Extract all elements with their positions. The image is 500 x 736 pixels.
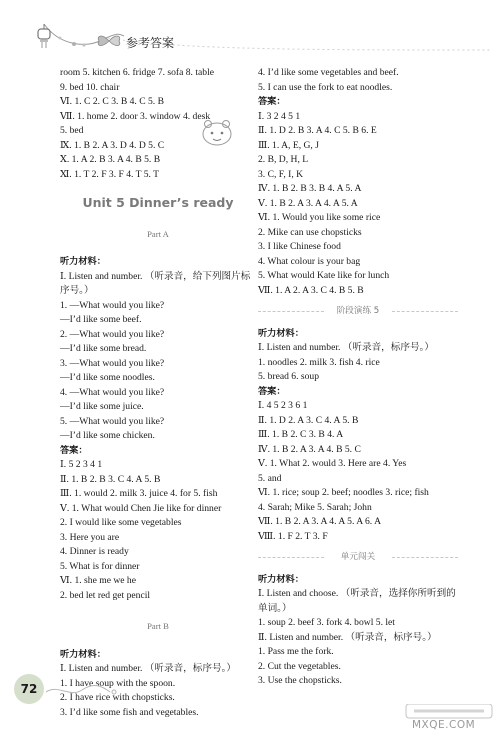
page-header xyxy=(0,0,500,52)
header-vine-decoration xyxy=(0,0,500,52)
answer-line: 5. What is for dinner xyxy=(60,560,140,572)
answer-line: 5. bed xyxy=(60,125,84,136)
answer-line: 5. What would Kate like for lunch xyxy=(258,270,390,281)
answer-line: Ⅴ. 1. What 2. would 3. Here are 4. Yes xyxy=(258,458,407,469)
answer-heading: 答案： xyxy=(60,444,88,456)
page-title: 参考答案 xyxy=(126,36,175,50)
right-column xyxy=(258,66,458,689)
answer-heading: 听力材料： xyxy=(258,573,304,585)
page-number: 72 xyxy=(14,674,44,704)
answer-line: 3. C, F, I, K xyxy=(258,168,304,180)
answer-line: 2. bed let red get pencil xyxy=(60,589,151,601)
answer-heading: 听力材料： xyxy=(60,648,106,660)
answer-heading: 答案： xyxy=(258,385,286,397)
answer-line: Ⅷ. 1. F 2. T 3. F xyxy=(258,530,328,542)
answer-line: 9. bed 10. chair xyxy=(60,81,120,93)
answer-line: Ⅱ. 1. B 2. B 3. C 4. A 5. B xyxy=(60,473,161,485)
answer-line: Ⅱ. Listen and number. （听录音，标序号。） xyxy=(258,631,437,643)
part-label: Part A xyxy=(147,228,169,239)
answer-line: Ⅶ. 1. home 2. door 3. window 4. desk xyxy=(60,110,211,122)
answer-line: Ⅳ. 1. B 2. A 3. A 4. B 5. C xyxy=(258,443,361,455)
part-label: Part B xyxy=(147,621,169,631)
answer-line: 3. I’d like some fish and vegetables. xyxy=(60,706,199,718)
answer-heading: 听力材料： xyxy=(60,256,106,267)
section-heading: 阶段演练 5 xyxy=(258,304,458,319)
answer-line: Ⅵ. 1. she me we he xyxy=(60,575,136,586)
answer-line: —I’d like some chicken. xyxy=(60,430,155,441)
answer-line: Ⅶ. 1. A 2. A 3. C 4. B 5. B xyxy=(258,284,364,296)
lantern-icon xyxy=(33,24,55,50)
answer-line: Ⅲ. 1. B 2. C 3. B 4. A xyxy=(258,429,344,440)
answer-line: Ⅳ. 1. B 2. B 3. B 4. A 5. A xyxy=(258,183,362,194)
watermark-text: MXQE.COM xyxy=(412,719,476,731)
answer-line: —I’d like some beef. xyxy=(60,314,142,325)
answer-line: 5. bread 6. soup xyxy=(258,371,320,382)
answer-line: Ⅰ. Listen and number. （听录音，给下列图片标 xyxy=(60,270,251,282)
answer-line: 1. Pass me the fork. xyxy=(258,646,334,657)
answer-line: 3. Use the chopsticks. xyxy=(258,675,342,686)
answer-line: 2. B, D, H, L xyxy=(258,154,309,165)
answer-line: 1. noodles 2. milk 3. fish 4. rice xyxy=(258,356,380,368)
answer-line: —I’d like some noodles. xyxy=(60,372,155,383)
answer-line: 5. and xyxy=(258,472,282,484)
answer-line: 3. —What would you like? xyxy=(60,357,165,369)
answer-line: Ⅱ. 1. D 2. A 3. C 4. A 5. B xyxy=(258,414,359,426)
answer-line: Ⅵ. 1. C 2. C 3. B 4. C 5. B xyxy=(60,96,165,107)
answer-line: Ⅴ. 1. B 2. A 3. A 4. A 5. A xyxy=(258,197,358,209)
answer-line: Ⅹ. 1. A 2. B 3. A 4. B 5. B xyxy=(60,154,161,165)
answer-line: Ⅵ. 1. Would you like some rice xyxy=(258,212,381,223)
answer-line: 2. I would like some vegetables xyxy=(60,517,182,528)
section-heading: 单元闯关 xyxy=(258,550,458,565)
answer-line: —I’d like some juice. xyxy=(60,401,144,412)
answer-line: 2. Mike can use chopsticks xyxy=(258,226,362,238)
answer-heading: 答案： xyxy=(258,96,286,107)
answer-heading: 听力材料： xyxy=(258,327,304,339)
answer-line: 5. —What would you like? xyxy=(60,415,165,427)
answer-line: 4. Sarah; Mike 5. Sarah; John xyxy=(258,501,372,513)
answer-line: 3. Here you are xyxy=(60,531,120,543)
answer-line: 4. Dinner is ready xyxy=(60,546,129,557)
answer-line: 1. I have soup with the spoon. xyxy=(60,677,176,689)
answer-line: Ⅶ. 1. B 2. A 3. A 4. A 5. A 6. A xyxy=(258,516,382,527)
footer-vine-decoration xyxy=(46,682,126,700)
answer-line: Ⅰ. 5 2 3 4 1 xyxy=(60,459,103,470)
answer-line: Ⅺ. 1. T 2. F 3. F 4. T 5. T xyxy=(60,168,160,180)
answer-line: Ⅰ. Listen and choose. （听录音，选择你所听到的 xyxy=(258,588,456,599)
bear-sticker-icon xyxy=(198,118,236,148)
answer-line: Ⅱ. 1. D 2. B 3. A 4. C 5. B 6. E xyxy=(258,125,377,136)
answer-line: Ⅴ. 1. What would Chen Jie like for dinner xyxy=(60,502,222,514)
answer-line: Ⅸ. 1. B 2. A 3. D 4. D 5. C xyxy=(60,139,165,151)
answer-line: Ⅰ. 3 2 4 5 1 xyxy=(258,110,301,122)
answer-line: 1. —What would you like? xyxy=(60,299,165,311)
answer-line: 2. —What would you like? xyxy=(60,328,165,340)
answer-line: room 5. kitchen 6. fridge 7. sofa 8. table xyxy=(60,67,214,78)
answer-line: 单词。） xyxy=(258,602,292,614)
answer-line: 序号。） xyxy=(60,285,94,296)
left-column xyxy=(60,66,256,720)
answer-line: Ⅵ. 1. rice; soup 2. beef; noodles 3. rice; fish xyxy=(258,487,429,498)
answer-line: 4. What colour is your bag xyxy=(258,255,361,267)
answer-line: 4. I’d like some vegetables and beef. xyxy=(258,67,399,78)
answer-line: 3. I like Chinese food xyxy=(258,241,341,252)
butterfly-icon xyxy=(96,33,122,49)
answer-line: —I’d like some bread. xyxy=(60,343,147,354)
answer-line: 2. I have rice with chopsticks. xyxy=(60,692,175,703)
answer-line: 4. —What would you like? xyxy=(60,386,165,398)
unit-title: Unit 5 Dinner’s ready xyxy=(82,195,234,210)
answer-line: Ⅲ. 1. A, E, G, J xyxy=(258,139,319,151)
answer-line: Ⅰ. 4 5 2 3 6 1 xyxy=(258,400,308,411)
answer-line: Ⅲ. 1. would 2. milk 3. juice 4. for 5. fish xyxy=(60,488,218,499)
answer-line: Ⅰ. Listen and number. （听录音，标序号。） xyxy=(60,663,236,674)
answer-line: 1. soup 2. beef 3. fork 4. bowl 5. let xyxy=(258,617,395,628)
answer-line: Ⅰ. Listen and number. （听录音，标序号。） xyxy=(258,342,434,353)
answer-line: 2. Cut the vegetables. xyxy=(258,660,341,672)
answer-line: 5. I can use the fork to eat noodles. xyxy=(258,81,393,93)
